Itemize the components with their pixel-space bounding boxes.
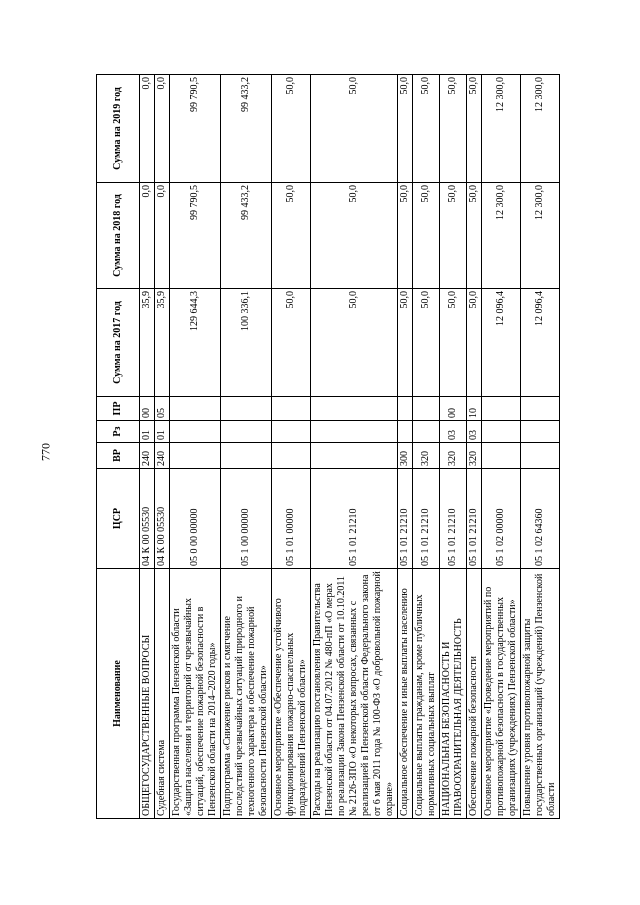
table-row [155, 75, 170, 819]
rotated-page-content [96, 75, 620, 819]
cell-csr: 05 1 00 00000 [221, 469, 272, 569]
cell-s2018: 99 790,5 [170, 183, 221, 289]
cell-s2017: 100 336,1 [221, 289, 272, 397]
cell-vr [170, 443, 221, 469]
cell-rz: 03 [467, 421, 482, 443]
page-number-text: 770 [38, 443, 53, 461]
cell-csr: 05 1 01 21210 [398, 469, 413, 569]
cell-s2019: 50,0 [272, 75, 311, 183]
cell-name: ОБЩЕГОСУДАРСТВЕННЫЕ ВОПРОСЫ [140, 569, 155, 819]
cell-name: Повышение уровня противопожарной защиты государственных организаций (учреждений) Пензенской области [521, 569, 560, 819]
cell-s2019: 0,0 [140, 75, 155, 183]
cell-vr: 240 [140, 443, 155, 469]
cell-s2018: 50,0 [398, 183, 413, 289]
cell-s2018: 50,0 [467, 183, 482, 289]
cell-vr [272, 443, 311, 469]
table-row [221, 75, 272, 819]
cell-pr: 00 [440, 397, 467, 421]
table-row [398, 75, 413, 819]
header-sum-2019: Сумма на 2019 год [97, 75, 140, 183]
cell-s2019: 99 433,2 [221, 75, 272, 183]
cell-pr [413, 397, 440, 421]
cell-pr [482, 397, 521, 421]
cell-rz [521, 421, 560, 443]
header-csr: ЦСР [97, 469, 140, 569]
cell-pr [311, 397, 398, 421]
cell-pr: 10 [467, 397, 482, 421]
cell-s2019: 99 790,5 [170, 75, 221, 183]
table-row [170, 75, 221, 819]
cell-vr: 320 [413, 443, 440, 469]
cell-s2017: 12 096,4 [521, 289, 560, 397]
cell-name: НАЦИОНАЛЬНАЯ БЕЗОПАСНОСТЬ И ПРАВООХРАНИТЕЛЬНАЯ ДЕЯТЕЛЬНОСТЬ [440, 569, 467, 819]
header-vr: ВР [97, 443, 140, 469]
cell-s2017: 50,0 [398, 289, 413, 397]
cell-s2019: 50,0 [398, 75, 413, 183]
cell-s2019: 12 300,0 [482, 75, 521, 183]
cell-s2017: 129 644,3 [170, 289, 221, 397]
cell-pr: 05 [155, 397, 170, 421]
header-sum-2017: Сумма на 2017 год [97, 289, 140, 397]
cell-csr: 05 1 02 64360 [521, 469, 560, 569]
table-row [413, 75, 440, 819]
cell-s2017: 35,9 [140, 289, 155, 397]
cell-s2018: 99 433,2 [221, 183, 272, 289]
budget-table [96, 74, 560, 819]
cell-csr: 04 К 00 05530 [155, 469, 170, 569]
cell-name: Обеспечение пожарной безопасности [467, 569, 482, 819]
cell-s2018: 50,0 [440, 183, 467, 289]
cell-s2017: 12 096,4 [482, 289, 521, 397]
cell-name: Государственная программа Пензенской области «Защита населения и территорий от чрезвычайных ситуаций, обеспечение пожарной безопасности в Пензенской области на 2014–2020 годы» [170, 569, 221, 819]
table-row [440, 75, 467, 819]
cell-s2019: 50,0 [467, 75, 482, 183]
cell-s2018: 50,0 [272, 183, 311, 289]
cell-name: Основное мероприятие «Проведение мероприятий по противопожарной безопасности в государственных организациях (учреждениях) Пензенской области» [482, 569, 521, 819]
cell-name: Социальные выплаты гражданам, кроме публичных нормативных социальных выплат [413, 569, 440, 819]
cell-s2019: 50,0 [440, 75, 467, 183]
cell-csr: 05 1 01 21210 [467, 469, 482, 569]
cell-s2018: 0,0 [155, 183, 170, 289]
cell-pr [398, 397, 413, 421]
cell-s2018: 12 300,0 [482, 183, 521, 289]
table-row [521, 75, 560, 819]
cell-s2019: 0,0 [155, 75, 170, 183]
table-row [272, 75, 311, 819]
cell-vr: 300 [398, 443, 413, 469]
cell-name: Расходы на реализацию постановления Правительства Пензенской области от 04.07.2012 № 480-пП «О мерах по реализации Закона Пензенской области от 10.10.2011 № 2126-ЗПО «О некоторых вопросах, связанных с реализацией в Пензенской области Федерального закона от 6 мая 2011 года № 100-ФЗ «О добровольной пожарной охране» [311, 569, 398, 819]
cell-rz [221, 421, 272, 443]
header-name: Наименование [97, 569, 140, 819]
header-sum-2018: Сумма на 2018 год [97, 183, 140, 289]
cell-csr: 05 1 01 21210 [440, 469, 467, 569]
cell-name: Судебная система [155, 569, 170, 819]
cell-csr: 05 0 00 00000 [170, 469, 221, 569]
cell-s2017: 50,0 [311, 289, 398, 397]
cell-rz [413, 421, 440, 443]
header-rz: Рз [97, 421, 140, 443]
cell-vr [482, 443, 521, 469]
cell-csr: 05 1 02 00000 [482, 469, 521, 569]
cell-rz [398, 421, 413, 443]
cell-s2019: 12 300,0 [521, 75, 560, 183]
table-row [140, 75, 155, 819]
cell-s2017: 50,0 [467, 289, 482, 397]
table-header [97, 75, 140, 819]
cell-vr: 240 [155, 443, 170, 469]
cell-s2019: 50,0 [413, 75, 440, 183]
cell-s2018: 50,0 [413, 183, 440, 289]
cell-name: Основное мероприятие «Обеспечение устойчивого функционирования пожарно-спасательных подразделений Пензенской области» [272, 569, 311, 819]
cell-vr: 320 [467, 443, 482, 469]
cell-csr: 05 1 01 21210 [413, 469, 440, 569]
cell-pr [521, 397, 560, 421]
cell-s2017: 50,0 [413, 289, 440, 397]
cell-s2019: 50,0 [311, 75, 398, 183]
cell-vr [221, 443, 272, 469]
cell-rz: 01 [140, 421, 155, 443]
cell-vr [311, 443, 398, 469]
cell-csr: 04 К 00 05530 [140, 469, 155, 569]
cell-vr: 320 [440, 443, 467, 469]
cell-rz: 01 [155, 421, 170, 443]
cell-pr: 00 [140, 397, 155, 421]
cell-pr [272, 397, 311, 421]
cell-pr [221, 397, 272, 421]
table-row [482, 75, 521, 819]
cell-pr [170, 397, 221, 421]
cell-rz [311, 421, 398, 443]
table-row [467, 75, 482, 819]
header-row [97, 75, 140, 819]
cell-rz: 03 [440, 421, 467, 443]
cell-s2017: 50,0 [272, 289, 311, 397]
table-row [311, 75, 398, 819]
cell-s2017: 35,9 [155, 289, 170, 397]
cell-s2018: 50,0 [311, 183, 398, 289]
cell-name: Социальное обеспечение и иные выплаты населению [398, 569, 413, 819]
cell-vr [521, 443, 560, 469]
cell-csr: 05 1 01 00000 [272, 469, 311, 569]
cell-name: Подпрограмма «Снижение рисков и смягчение последствий чрезвычайных ситуаций природного и техногенного характера и обеспечение пожарной безопасности Пензенской области» [221, 569, 272, 819]
cell-rz [170, 421, 221, 443]
cell-rz [272, 421, 311, 443]
cell-rz [482, 421, 521, 443]
table-body [140, 75, 560, 819]
cell-s2018: 12 300,0 [521, 183, 560, 289]
header-pr: ПР [97, 397, 140, 421]
cell-s2017: 50,0 [440, 289, 467, 397]
cell-csr: 05 1 01 21210 [311, 469, 398, 569]
cell-s2018: 0,0 [140, 183, 155, 289]
